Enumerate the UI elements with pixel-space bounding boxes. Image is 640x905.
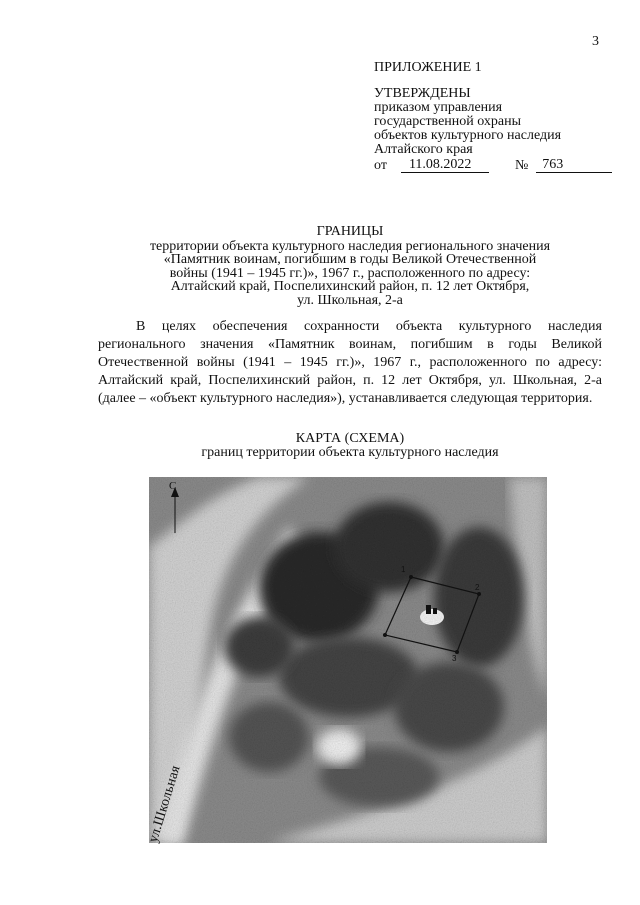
heading-line: территории объекта культурного наследия регионального значения	[149, 238, 551, 254]
map-imagery	[149, 477, 547, 843]
order-line: государственной охраны	[374, 114, 522, 129]
order-number: 763	[536, 157, 612, 173]
document-heading	[100, 225, 600, 307]
order-date-number-row	[374, 157, 614, 173]
street-label: ул.Школьная	[146, 763, 184, 845]
heading-title: ГРАНИЦЫ	[316, 224, 384, 239]
heading-line: войны (1941 – 1945 гг.)», 1967 г., расположенного по адресу:	[169, 265, 531, 281]
approval-block	[374, 61, 614, 173]
map-caption	[100, 432, 600, 460]
order-date: 11.08.2022	[401, 157, 489, 173]
satellite-map	[149, 477, 547, 843]
from-label: от	[374, 158, 387, 173]
map-title: КАРТА (СХЕМА)	[295, 431, 405, 446]
order-line: объектов культурного наследия	[374, 128, 562, 143]
point-label: 1	[401, 565, 406, 574]
page-number: 3	[592, 34, 599, 49]
heading-line: «Памятник воинам, погибшим в годы Великой Отечественной	[163, 252, 537, 267]
approved-label: УТВЕРЖДЕНЫ	[374, 86, 471, 101]
order-line: Алтайского края	[374, 142, 473, 157]
point-label: 3	[452, 654, 457, 663]
order-line: приказом управления	[374, 100, 503, 115]
body-paragraph: В целях обеспечения сохранности объекта культурного наследия регионального значения «Памятник воинам, погибшим в годы Великой Отечественной войны (1941 – 1945 гг.)», 1967 г., расположенного по адресу: Алтайский край, Поспелихинский район, п. 12 лет Октября, ул. Школьная, 2-а (далее – «объект культурного наследия»), устанавливается следующая территория.	[98, 319, 602, 406]
point-label: 2	[475, 583, 480, 592]
appendix-label: ПРИЛОЖЕНИЕ 1	[374, 60, 482, 75]
map-subtitle: границ территории объекта культурного наследия	[201, 445, 499, 460]
heading-line: Алтайский край, Поспелихинский район, п. 12 лет Октября,	[170, 279, 530, 294]
north-label: С	[169, 480, 177, 492]
heading-line: ул. Школьная, 2-а	[297, 292, 403, 308]
number-sign: №	[514, 158, 529, 173]
